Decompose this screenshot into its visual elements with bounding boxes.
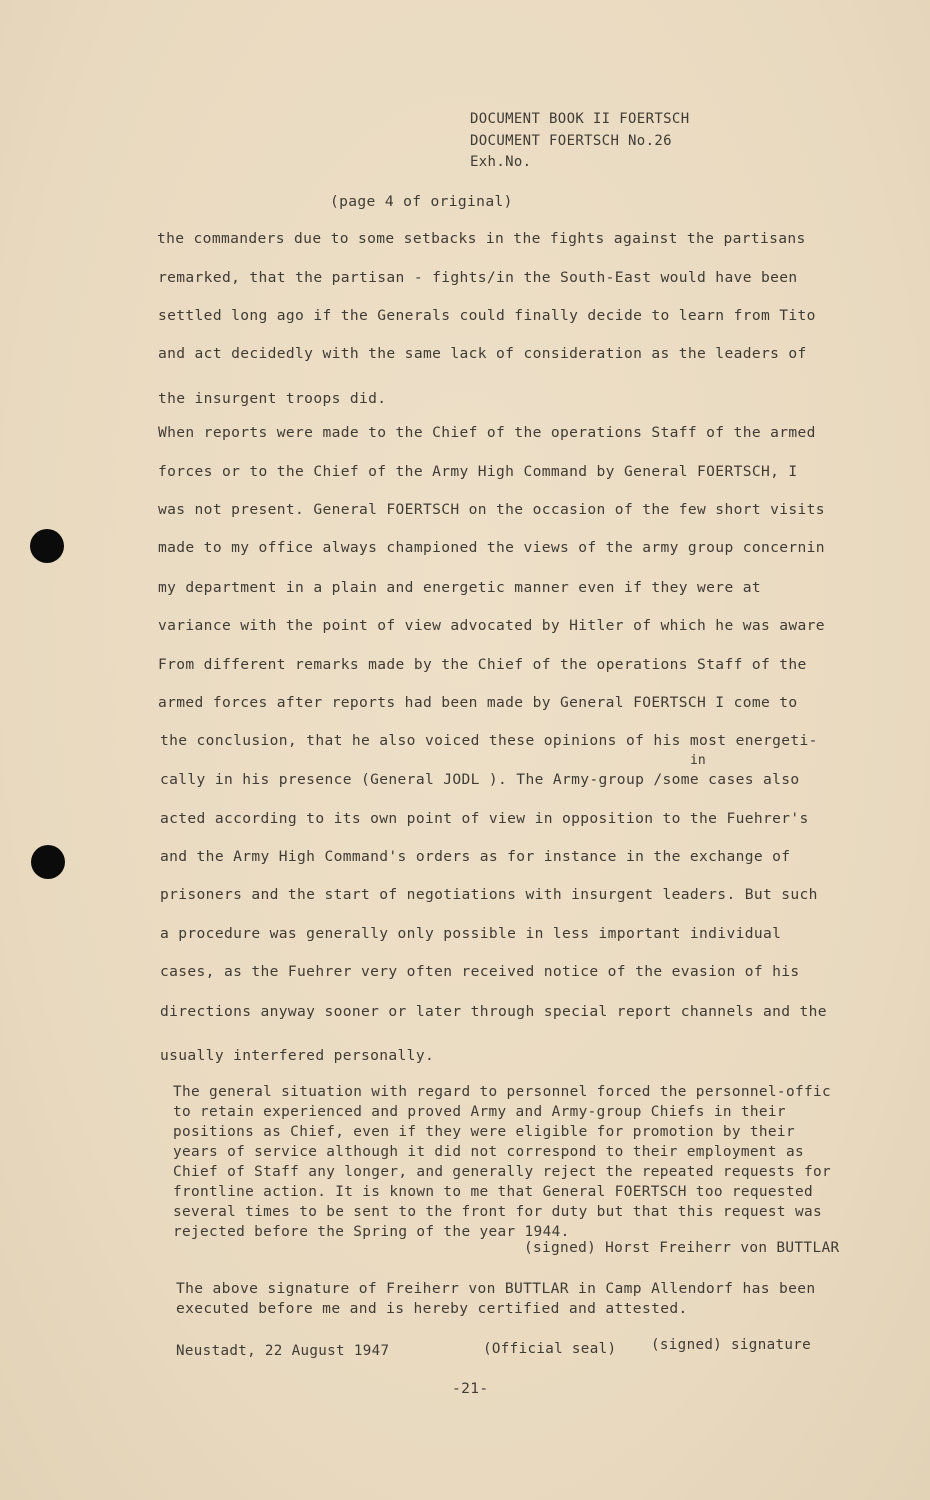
paragraph-line: frontline action. It is known to me that General FOERTSCH too requested	[173, 1184, 813, 1200]
page-number: -21-	[452, 1380, 489, 1397]
body-line: remarked, that the partisan - fights/in the South-East would have been	[158, 269, 798, 286]
body-line: a procedure was generally only possible in less important individual	[160, 925, 782, 942]
body-line: directions anyway sooner or later through special report channels and the	[160, 1003, 827, 1020]
paragraph-line: years of service although it did not correspond to their employment as	[173, 1144, 804, 1160]
body-line: the commanders due to some setbacks in the fights against the partisans	[157, 230, 806, 247]
place-and-date: Neustadt, 22 August 1947	[176, 1343, 390, 1359]
official-signature-label: (signed) signature	[651, 1337, 812, 1353]
body-line: settled long ago if the Generals could finally decide to learn from Tito	[158, 307, 816, 324]
paragraph-line: The general situation with regard to personnel forced the personnel-offic	[173, 1084, 832, 1100]
page-of-original-note: (page 4 of original)	[330, 193, 513, 210]
body-line: my department in a plain and energetic manner even if they were at	[158, 579, 761, 596]
punch-hole-upper	[30, 529, 64, 563]
official-seal-label: (Official seal)	[483, 1341, 617, 1357]
signed-by-line: (signed) Horst Freiherr von BUTTLAR	[524, 1240, 840, 1256]
paragraph-line: Chief of Staff any longer, and generally reject the repeated requests for	[173, 1164, 832, 1180]
body-line: When reports were made to the Chief of the operations Staff of the armed	[158, 424, 816, 441]
body-line: From different remarks made by the Chief of the operations Staff of the	[158, 656, 807, 673]
certification-line: executed before me and is hereby certified and attested.	[176, 1300, 688, 1317]
body-line: prisoners and the start of negotiations with insurgent leaders. But such	[160, 886, 818, 903]
body-line: and the Army High Command's orders as for instance in the exchange of	[160, 848, 791, 865]
punch-hole-lower	[31, 845, 65, 879]
body-line: and act decidedly with the same lack of consideration as the leaders of	[158, 345, 807, 362]
interlinear-insertion: in	[690, 753, 706, 768]
paragraph-line: several times to be sent to the front for duty but that this request was	[173, 1204, 822, 1220]
body-line: acted according to its own point of view in opposition to the Fuehrer's	[160, 810, 809, 827]
document-number-label: DOCUMENT FOERTSCH No.26	[470, 133, 672, 149]
body-line: was not present. General FOERTSCH on the occasion of the few short visits	[158, 501, 825, 518]
body-line: forces or to the Chief of the Army High Command by General FOERTSCH, I	[158, 463, 798, 480]
certification-line: The above signature of Freiherr von BUTTLAR in Camp Allendorf has been	[176, 1280, 816, 1297]
body-line: made to my office always championed the views of the army group concernin	[158, 539, 825, 556]
body-line: cases, as the Fuehrer very often received notice of the evasion of his	[160, 963, 800, 980]
body-line: the conclusion, that he also voiced these opinions of his most energeti-	[160, 732, 818, 749]
body-line: armed forces after reports had been made by General FOERTSCH I come to	[158, 694, 798, 711]
exhibit-number-label: Exh.No.	[470, 154, 532, 170]
paragraph-line: rejected before the Spring of the year 1944.	[173, 1224, 570, 1240]
body-line: cally in his presence (General JODL ). The Army-group /some cases also	[160, 771, 800, 788]
paragraph-line: to retain experienced and proved Army and Army-group Chiefs in their	[173, 1104, 786, 1120]
body-line: usually interfered personally.	[160, 1047, 435, 1064]
body-line: variance with the point of view advocated by Hitler of which he was aware	[158, 617, 825, 634]
body-line: the insurgent troops did.	[158, 390, 387, 407]
paragraph-line: positions as Chief, even if they were eligible for promotion by their	[173, 1124, 795, 1140]
document-book-label: DOCUMENT BOOK II FOERTSCH	[470, 111, 690, 127]
